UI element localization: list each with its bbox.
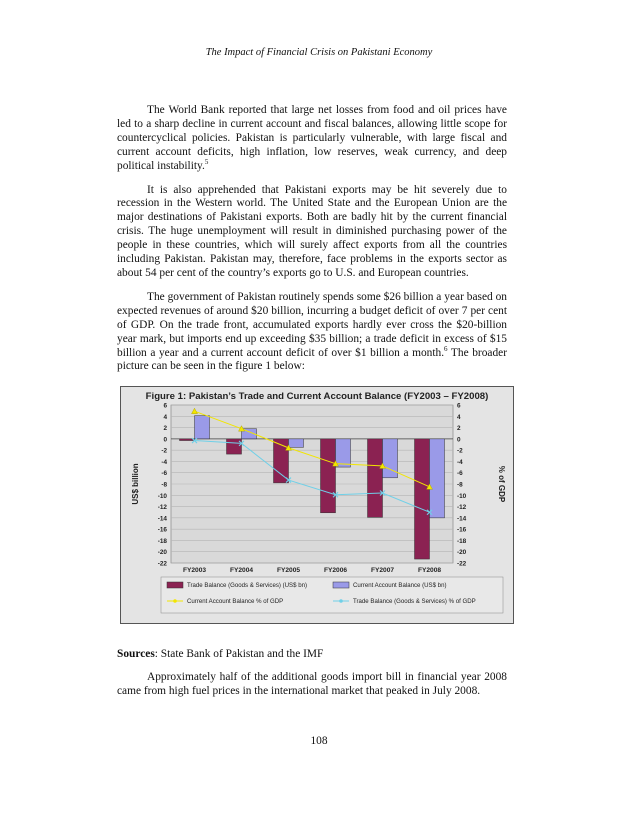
chart-svg bbox=[121, 387, 513, 623]
y2-tick-label: -18 bbox=[457, 537, 467, 545]
x-tick-label: FY2003 bbox=[182, 567, 207, 574]
bar-trade-balance bbox=[321, 439, 336, 513]
y2-tick-label: -14 bbox=[457, 515, 467, 523]
y-tick-label: -22 bbox=[157, 560, 167, 568]
bar-current-account bbox=[195, 416, 210, 439]
y2-tick-label: -6 bbox=[457, 470, 463, 478]
paragraph-3: The government of Pakistan routinely spends some $26 billion a year based on expected revenues of around $20 billion, incurring a budget deficit of over 7 per cent of GDP. On the trade front, accumulated exports hardly ever cross the $20-billion year mark, but imports end up exceeding $35 billion; a trade deficit in excess of $15 billion a year and a current account deficit of over $1 billion a month.$^6$ The broader picture can be seen in the figure 1 below: bbox=[117, 290, 507, 373]
body-text-continued bbox=[117, 671, 507, 709]
sources-label: Sources bbox=[117, 648, 155, 660]
y2-tick-label: -16 bbox=[457, 526, 467, 534]
bar-trade-balance bbox=[368, 439, 383, 517]
y-tick-label: -20 bbox=[157, 549, 167, 557]
bar-current-account bbox=[430, 439, 445, 518]
y-tick-label: 6 bbox=[163, 402, 167, 410]
y2-tick-label: -12 bbox=[457, 504, 467, 512]
y2-tick-label: -20 bbox=[457, 549, 467, 557]
legend-swatch bbox=[333, 582, 349, 588]
y-axis-title: US$ billion bbox=[131, 463, 140, 505]
paragraph-1: The World Bank reported that large net losses from food and oil prices have led to a sharp decline in current account and fiscal balances, allowing little scope for countercyclical policies. Pakistan is particularly vulnerable, with large fiscal and current account deficits, high inflation, low reserves, weak currency, and deep political instability.$^5$ bbox=[117, 104, 507, 172]
y2-tick-label: 4 bbox=[457, 413, 461, 421]
y2-tick-label: -4 bbox=[457, 458, 463, 466]
figure-1-chart bbox=[120, 386, 514, 624]
y-tick-label: -18 bbox=[157, 537, 167, 545]
y2-tick-label: -8 bbox=[457, 481, 463, 489]
y2-tick-label: -22 bbox=[457, 560, 467, 568]
bar-current-account bbox=[336, 439, 351, 467]
y-tick-label: -2 bbox=[161, 447, 167, 455]
legend-label: Trade Balance (Goods & Services) % of GDP bbox=[353, 598, 476, 605]
legend-swatch bbox=[167, 582, 183, 588]
paragraph-2: It is also apprehended that Pakistani exports may be hit severely due to recession in the Western world. The United State and the European Union are the major destinations of Pakistani exports. Both are badly hit by the current financial crisis. The huge unemployment will result in diminished purchasing power of the people in these countries, which will surely affect exports from all the countries including Pakistan. Pakistan may, therefore, face problems in the exports sector as about 54 per cent of the country’s exports go to U.S. and European countries. bbox=[117, 183, 507, 279]
sources-text: : State Bank of Pakistan and the IMF bbox=[154, 648, 324, 660]
x-tick-label: FY2006 bbox=[323, 567, 348, 574]
x-tick-label: FY2008 bbox=[417, 567, 442, 574]
page-number: 108 bbox=[310, 735, 328, 747]
y-tick-label: -12 bbox=[157, 504, 167, 512]
chart-title: Figure 1: Pakistan’s Trade and Current Account Balance (FY2003 – FY2008) bbox=[145, 391, 489, 402]
y-tick-label: -16 bbox=[157, 526, 167, 534]
footnote-ref-6[interactable]: 6 bbox=[444, 344, 448, 353]
legend-marker bbox=[173, 599, 177, 603]
y-tick-label: -10 bbox=[157, 492, 167, 500]
legend-label: Current Account Balance (US$ bn) bbox=[353, 582, 447, 589]
y2-tick-label: 0 bbox=[457, 436, 461, 444]
x-tick-label: FY2004 bbox=[229, 567, 254, 574]
y-tick-label: -6 bbox=[161, 470, 167, 478]
footnote-ref-5[interactable]: 5 bbox=[204, 157, 209, 166]
y-tick-label: -4 bbox=[161, 458, 167, 466]
bar-trade-balance bbox=[274, 439, 289, 483]
paragraph-4: Approximately half of the additional goods import bill in financial year 2008 came from high fuel prices in the international market that peaked in July 2008. bbox=[117, 671, 507, 697]
y-tick-label: 0 bbox=[163, 436, 167, 444]
legend-label: Trade Balance (Goods & Services) (US$ bn) bbox=[187, 582, 308, 589]
y-tick-label: -8 bbox=[161, 481, 167, 489]
y2-tick-label: -10 bbox=[457, 492, 467, 500]
x-tick-label: FY2007 bbox=[370, 567, 395, 574]
legend-marker bbox=[339, 599, 343, 603]
bar-current-account bbox=[289, 439, 304, 447]
legend-label: Current Account Balance % of GDP bbox=[187, 598, 284, 605]
y-tick-label: 2 bbox=[163, 425, 167, 433]
running-head: The Impact of Financial Crisis on Pakistani Economy bbox=[205, 47, 433, 58]
body-text bbox=[117, 104, 507, 384]
y2-axis-title: % of GDP bbox=[497, 465, 506, 503]
bar-trade-balance bbox=[415, 439, 430, 559]
x-tick-label: FY2005 bbox=[276, 567, 301, 574]
y2-tick-label: 6 bbox=[457, 402, 461, 410]
y-tick-label: 4 bbox=[163, 413, 167, 421]
y-tick-label: -14 bbox=[157, 515, 167, 523]
sources-line bbox=[117, 648, 507, 660]
y2-tick-label: -2 bbox=[457, 447, 463, 455]
bar-trade-balance bbox=[180, 439, 195, 441]
y2-tick-label: 2 bbox=[457, 425, 461, 433]
